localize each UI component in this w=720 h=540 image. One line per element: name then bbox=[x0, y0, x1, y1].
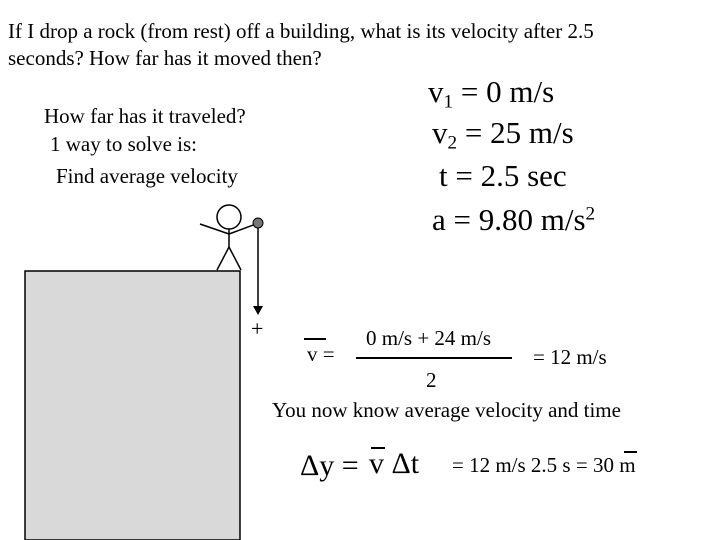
avg-velocity-result: = 12 m/s bbox=[533, 345, 607, 369]
note-text: You now know average velocity and time bbox=[272, 398, 621, 422]
given-v1-subscript: 1 bbox=[443, 91, 454, 113]
given-v2-subscript: 2 bbox=[447, 132, 458, 154]
building bbox=[25, 271, 240, 540]
method-line-1: How far has it traveled? bbox=[44, 104, 246, 128]
method-line-3: Find average velocity bbox=[56, 164, 238, 188]
method-line-2: 1 way to solve is: bbox=[50, 132, 197, 156]
figure-head bbox=[217, 205, 241, 229]
displacement-result: = 12 m/s 2.5 s = 30 m bbox=[452, 453, 636, 477]
given-t: t = 2.5 sec bbox=[439, 158, 567, 193]
displacement-formula: v Δt bbox=[369, 447, 420, 480]
avg-velocity-lhs: v = bbox=[307, 342, 335, 366]
stick-figure bbox=[200, 205, 256, 270]
given-v1-value: = 0 m/s bbox=[453, 74, 555, 109]
v-bar-overline bbox=[304, 338, 326, 340]
avg-velocity-denominator: 2 bbox=[426, 368, 437, 392]
given-v2-value: = 25 m/s bbox=[457, 115, 574, 150]
question-line-2: seconds? How far has it moved then? bbox=[8, 46, 322, 70]
fraction-line bbox=[356, 357, 512, 359]
given-a-superscript: 2 bbox=[585, 203, 596, 225]
question-line-1: If I drop a rock (from rest) off a building, what is its velocity after 2.5 bbox=[8, 19, 594, 43]
given-v2-symbol: v bbox=[432, 115, 448, 150]
avg-velocity-numerator: 0 m/s + 24 m/s bbox=[366, 326, 492, 350]
fall-arrow-head bbox=[253, 306, 263, 315]
figure-left-arm bbox=[200, 224, 229, 234]
given-a-value: a = 9.80 m/s bbox=[432, 202, 586, 237]
figure-left-leg bbox=[217, 247, 229, 270]
displacement-lhs: Δy = bbox=[300, 449, 359, 482]
positive-direction-sign: + bbox=[251, 316, 264, 341]
given-v1-symbol: v bbox=[428, 74, 444, 109]
figure-right-leg bbox=[229, 247, 241, 270]
rock bbox=[253, 218, 263, 228]
